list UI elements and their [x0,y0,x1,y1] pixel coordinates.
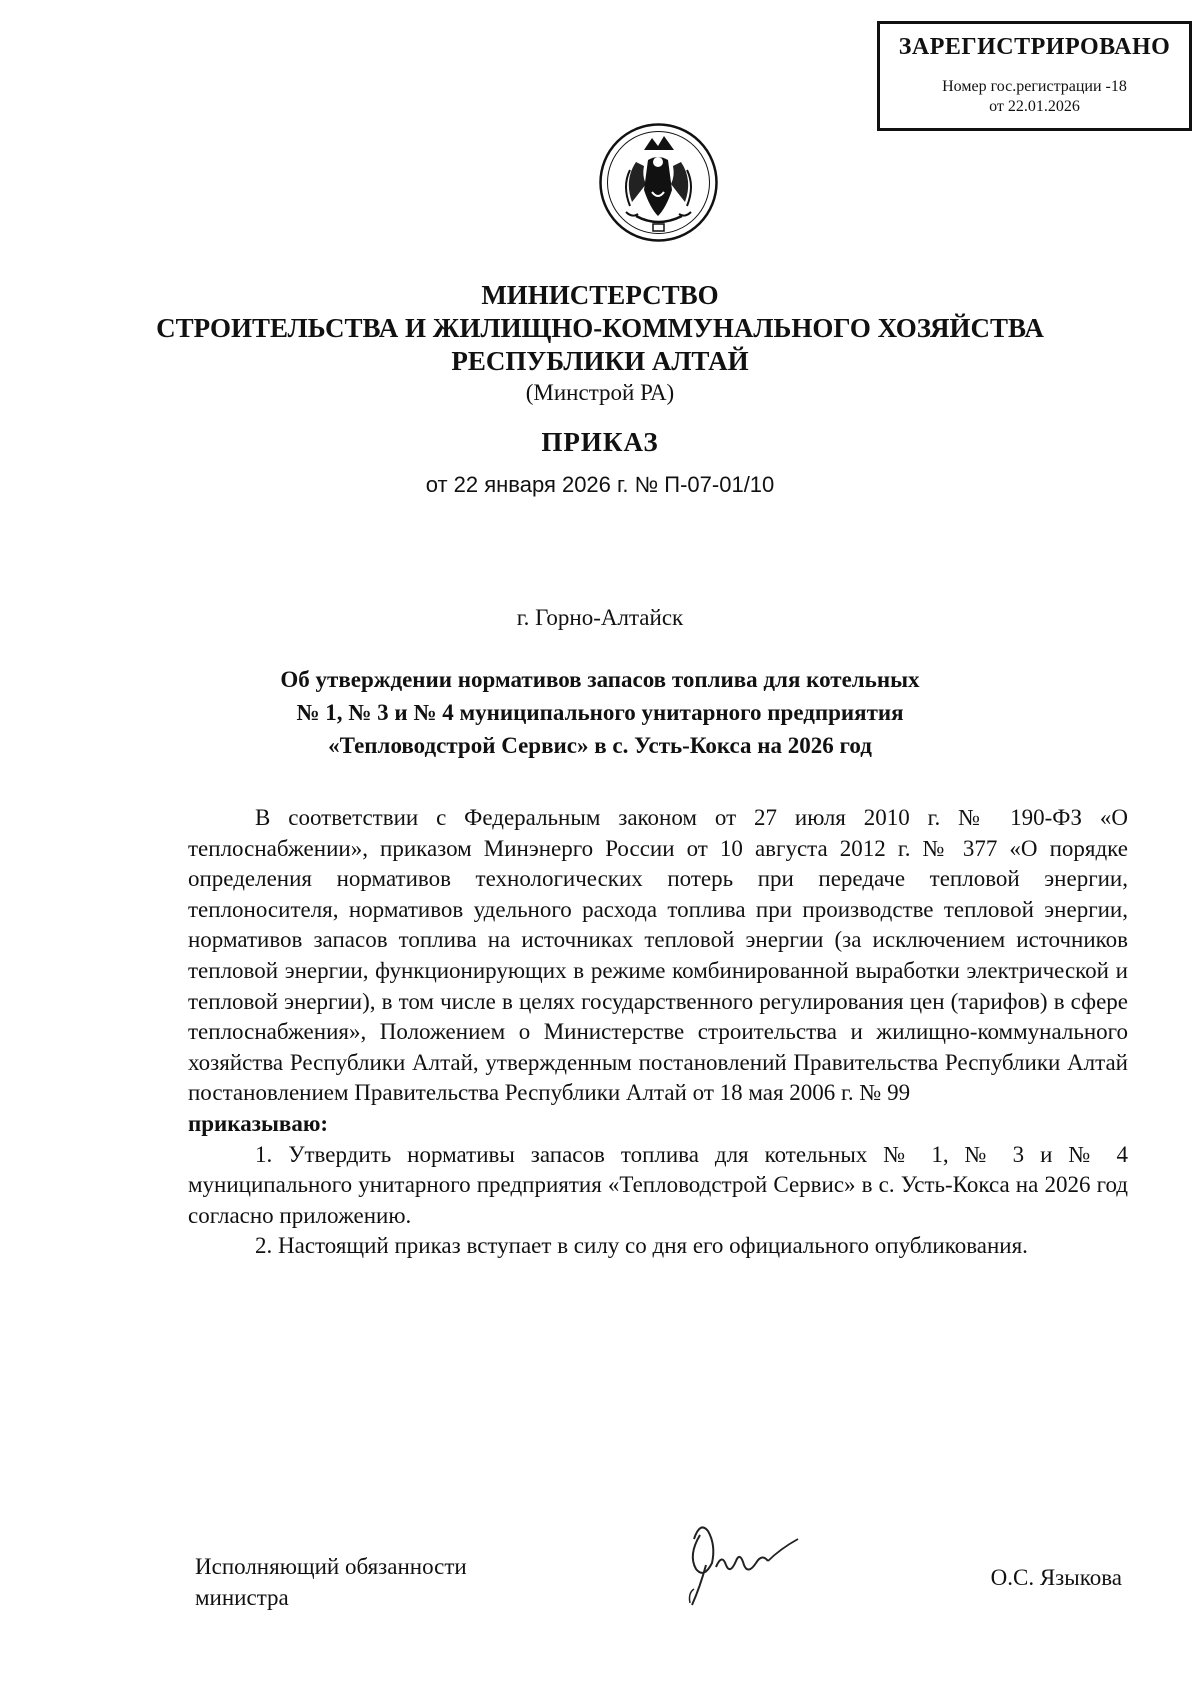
handwritten-signature-icon [670,1505,820,1615]
order-date-number: от 22 января 2026 г. № П-07-01/10 [425,472,775,497]
document-type: ПРИКАЗ [541,427,659,457]
ministry-short-name: (Минстрой РА) [525,380,675,405]
registration-title: ЗАРЕГИСТРИРОВАНО [898,34,1171,60]
signatory-name: О.С. Языкова [990,1565,1122,1590]
subject-line: № 1, № 3 и № 4 муниципального унитарного предприятия [296,700,904,725]
ministry-name-line3: РЕСПУБЛИКИ АЛТАЙ [451,346,749,376]
subject-line: «Тепловодстрой Сервис» в с. Усть-Кокса на 2026 год [328,733,872,758]
signatory-role [195,1551,467,1613]
order-subject [0,663,1200,762]
order-item-1: 1. Утвердить нормативы запасов топлива для котельных № 1, № 3 и № 4 муниципального унитарного предприятия «Тепловодстрой Сервис» в с. Усть-Кокса на 2026 год согласно приложению. [188,1141,1128,1228]
order-item-2: 2. Настоящий приказ вступает в силу со дня его официального опубликования. [255,1233,1028,1259]
preamble-paragraph: В соответствии с Федеральным законом от 27 июля 2010 г. № 190-ФЗ «О теплоснабжении», приказом Минэнерго России от 10 августа 2012 г. № 377 «О порядке определения нормативов технологических потерь при передаче тепловой энергии, теплоносителя, нормативов удельного расхода топлива при производстве тепловой энергии, нормативов запасов топлива на источниках тепловой энергии (за исключением источников тепловой энергии, функционирующих в режиме комбинированной выработки электрической и тепловой энергии), в том числе в целях государственного регулирования цен (тарифов) в сфере теплоснабжения», Положением о Министерстве строительства и жилищно-коммунального хозяйства Республики Алтай, утвержденным постановлений Правительства Республики Алтай постановлением Правительства Республики Алтай от 18 мая 2006 г. № 99 [188,805,1128,1106]
city: г. Горно-Алтайск [516,605,684,630]
ministry-name-line1: МИНИСТЕРСТВО [481,280,719,310]
registration-date: от 22.01.2026 [989,98,1080,115]
order-body [188,803,1128,1262]
subject-line: Об утверждении нормативов запасов топлива для котельных [280,667,920,692]
signatory-role-line: министра [195,1585,289,1610]
ministry-name-line2: СТРОИТЕЛЬСТВА И ЖИЛИЩНО-КОММУНАЛЬНОГО ХОЗЯЙСТВА [156,313,1044,343]
registration-number: Номер гос.регистрации -18 [942,78,1127,95]
registration-stamp [877,21,1192,131]
coat-of-arms-icon [596,120,721,245]
decree-word: приказываю: [188,1110,329,1136]
signatory-role-line: Исполняющий обязанности [195,1554,467,1579]
